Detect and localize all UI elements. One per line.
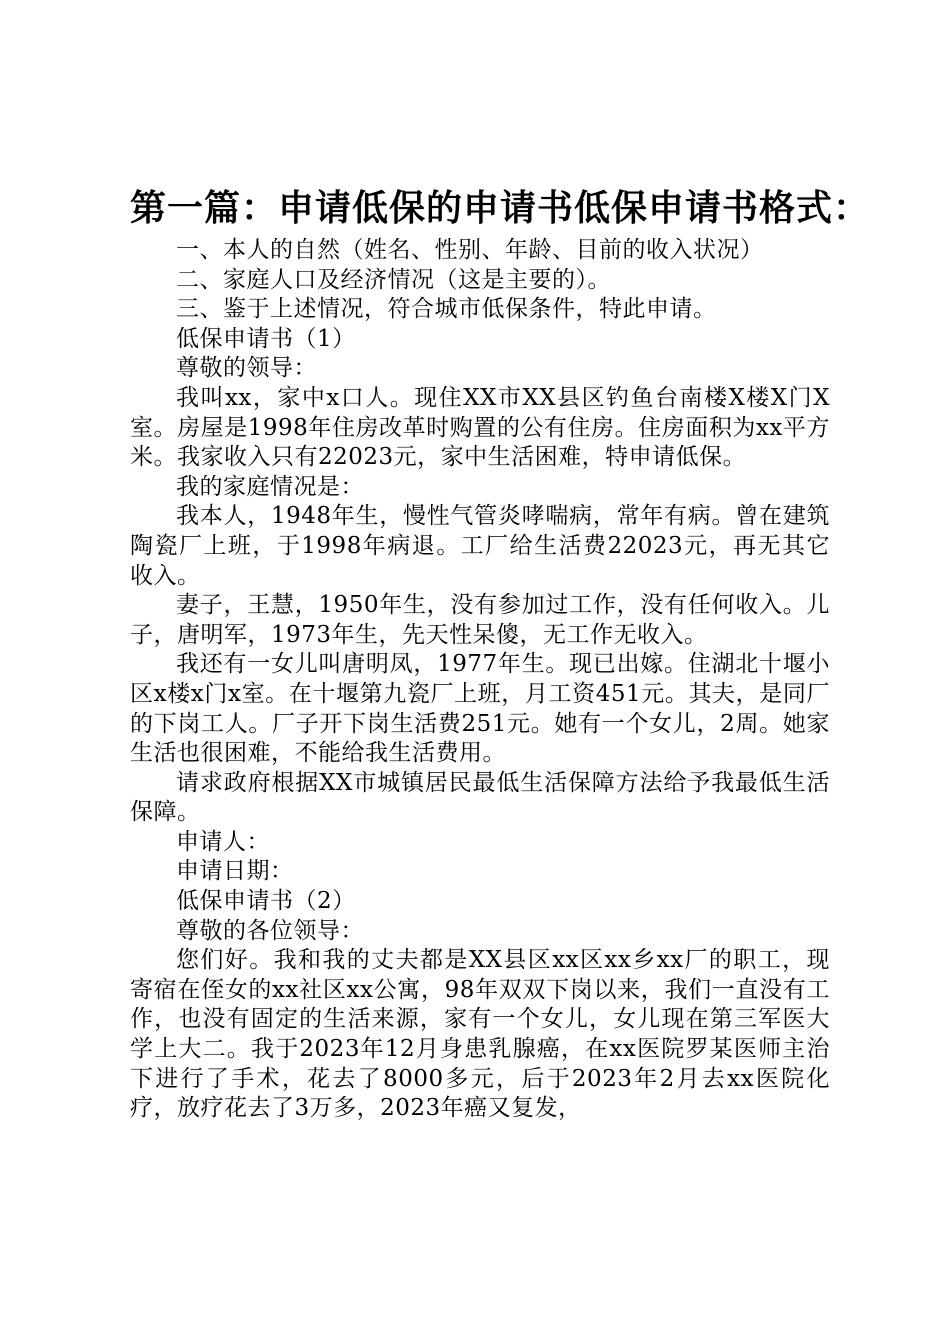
document-title: 第一篇：申请低保的申请书低保申请书格式： [130,188,871,229]
paragraph: 我还有一女儿叫唐明凤，1977年生。现已出嫁。住湖北十堰小区x楼x门x室。在十堰第九瓷厂上班，月工资451元。其夫，是同厂的下岗工人。厂子开下岗生活费251元。她有一个女儿，2周。她家生活也很困难，不能给我生活费用。 [130,651,830,767]
paragraph: 尊敬的领导： [176,355,317,382]
paragraph: 我的家庭情况是： [176,473,364,500]
paragraph: 您们好。我和我的丈夫都是XX县区xx区xx乡xx厂的职工，现寄宿在侄女的xx社区xx公寓，98年双双下岗以来，我们一直没有工作，也没有固定的生活来源，家有一个女儿，女儿现在第三军医大学上大二。我于2023年12月身患乳腺癌，在xx医院罗某医师主治下进行了手术，花去了8000多元，后于2023年2月去xx医院化疗，放疗花去了3万多，2023年癌又复发， [130,947,830,1122]
paragraph: 我本人，1948年生，慢性气管炎哮喘病，常年有病。曾在建筑陶瓷厂上班，于1998年病退。工厂给生活费22023元，再无其它收入。 [130,503,830,589]
paragraph: 三、鉴于上述情况，符合城市低保条件，特此申请。 [176,296,717,323]
paragraph: 一、本人的自然（姓名、性别、年龄、目前的收入状况） [176,237,764,263]
paragraph: 二、家庭人口及经济情况（这是主要的）。 [176,266,611,293]
paragraph: 申请人： [176,828,270,855]
paragraph: 我叫xx，家中x口人。现住XX市XX县区钓鱼台南楼X楼X门X室。房屋是1998年住房改革时购置的公有住房。住房面积为xx平方米。我家收入只有22023元，家中生活困难，特申请低保。 [130,384,830,471]
paragraph: 妻子，王慧，1950年生，没有参加过工作，没有任何收入。儿子，唐明军，1973年生，先天性呆傻，无工作无收入。 [130,592,830,648]
paragraph: 低保申请书（2） [176,888,356,915]
document-page [130,186,871,1124]
paragraph: 请求政府根据XX市城镇居民最低生活保障方法给予我最低生活保障。 [130,769,830,826]
paragraph: 尊敬的各位领导： [176,917,364,944]
paragraph: 低保申请书（1） [176,325,356,352]
paragraph: 申请日期： [176,858,294,885]
